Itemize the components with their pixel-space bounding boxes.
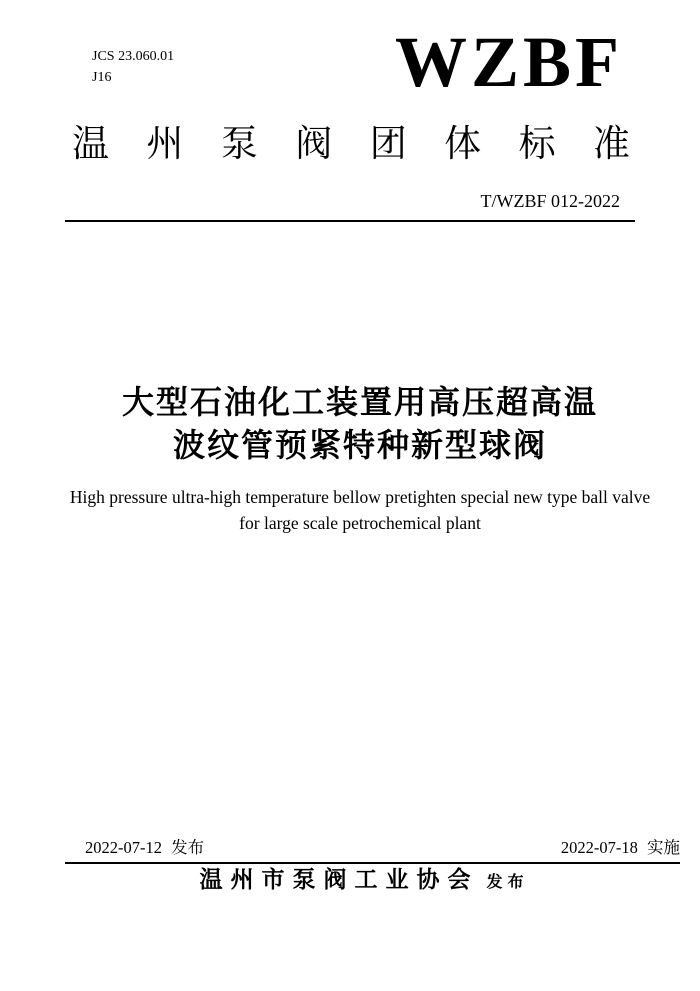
document-title-cn [10,381,700,467]
document-title-en [10,484,700,536]
publisher-name: 温州市泵阀工业协会 [199,866,479,892]
publisher-row [14,861,700,894]
issue-date-label: 发布 [171,839,205,857]
wzbf-logo: WZBF [394,22,623,102]
document-title-en-line1: High pressure ultra-high temperature bellow pretighten special new type ball valve [69,487,651,507]
implementation-date-item [561,834,680,858]
document-title-en-line2: for large scale petrochemical plant [239,513,481,533]
classification-codes [92,46,174,88]
doc-class-code: J16 [92,70,112,85]
document-title-cn-line1: 大型石油化工装置用高压超高温 [121,384,598,420]
issue-date-item [65,834,204,858]
dates-row [65,834,680,864]
ics-code: JCS 23.060.01 [92,49,175,64]
implementation-date: 2022-07-18 [560,838,638,857]
publish-label: 发布 [486,874,529,891]
standard-type-heading: 温州泵阀团体标准 [72,123,630,164]
implementation-date-label: 实施 [647,839,680,857]
document-title-cn-line2: 波纹管预紧特种新型球阀 [172,427,547,463]
standard-number: T/WZBF 012-2022 [480,191,620,211]
header-divider-rule [65,220,635,222]
issue-date: 2022-07-12 [85,838,162,857]
